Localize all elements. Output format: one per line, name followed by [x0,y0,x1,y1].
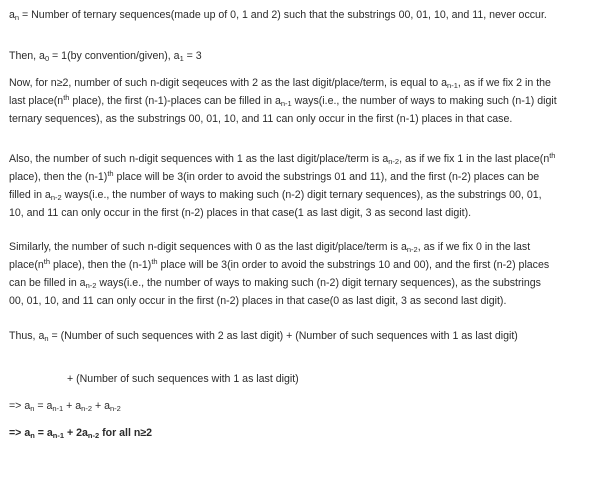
initial-conditions-paragraph: Then, $a_0 = 1(by$ convention/given), $a_1 = 3$ [9,50,202,63]
sum-paragraph: Thus, $a_n$ = (Number of such sequences with 2 as last digit) + (Number of such sequences with 1 as last digit) [9,330,518,343]
final-recurrence-line: => $a_n = a_{n-1} + 2a_{n-2}$ for all n≥2 [9,427,153,440]
recurrence-step-line: => $a_n = a_{n-1} + a_{n-2} + a_{n-2}$ [9,400,121,413]
case-last-digit-0-paragraph: Similarly, the number of such n-digit sequences with 0 as the last digit/place/term is $a_{n-2}$, as if we fix 0 in the last $place(n^{th}$ place), then the $(n-1)^{th}$ place will be 3(in order to avoid the substrings 10 and 00), and the first (n-2) places can be filled in $a_{n-2}$ ways(i.e., the number of ways to making such (n-2) digit ternary sequences), as the substrings 00, 01, 10, and 11 can only occur in the first (n-2) places in that case(0 as last digit, 3 as second last digit). [9,241,550,307]
sum-continuation-line: + (Number of such sequences with 1 as last digit) [67,373,299,385]
case-last-digit-2-paragraph: Now, for n≥2, number of such n-digit seqeuces with 2 as the last digit/place/term, is equal to $a_{n-1}$, as if we fix 2 in the last $place(n^{th}$ place), the first (n-1)-places can be filled in $a_{n-1}$ ways(i.e., the number of ways to making such (n-1) digit ternary sequences), as the substrings 00, 01, 10, and 11 can only occur in the first (n-1) places in that case. [9,77,557,125]
case-last-digit-1-paragraph: Also, the number of such n-digit sequences with 1 as the last digit/place/term is $a_{n-2}$, as if we fix 1 in the last $place(n^{th}$ place), then the $(n-1)^{th}$ place will be 3(in order to avoid the substrings 01 and 11), and the first (n-2) places can be filled in $a_{n-2}$ ways(i.e., the number of ways to making such (n-2) digit ternary sequences), as the substrings 00, 01, 10, and 11 can only occur in the first (n-2) places in that case(1 as last digit, 3 as second last digit). [9,151,556,219]
definition-paragraph: $a_n$ = Number of ternary sequences(made up of 0, 1 and 2) such that the substrings 00, 01, 10, and 11, never occur. [9,9,547,22]
